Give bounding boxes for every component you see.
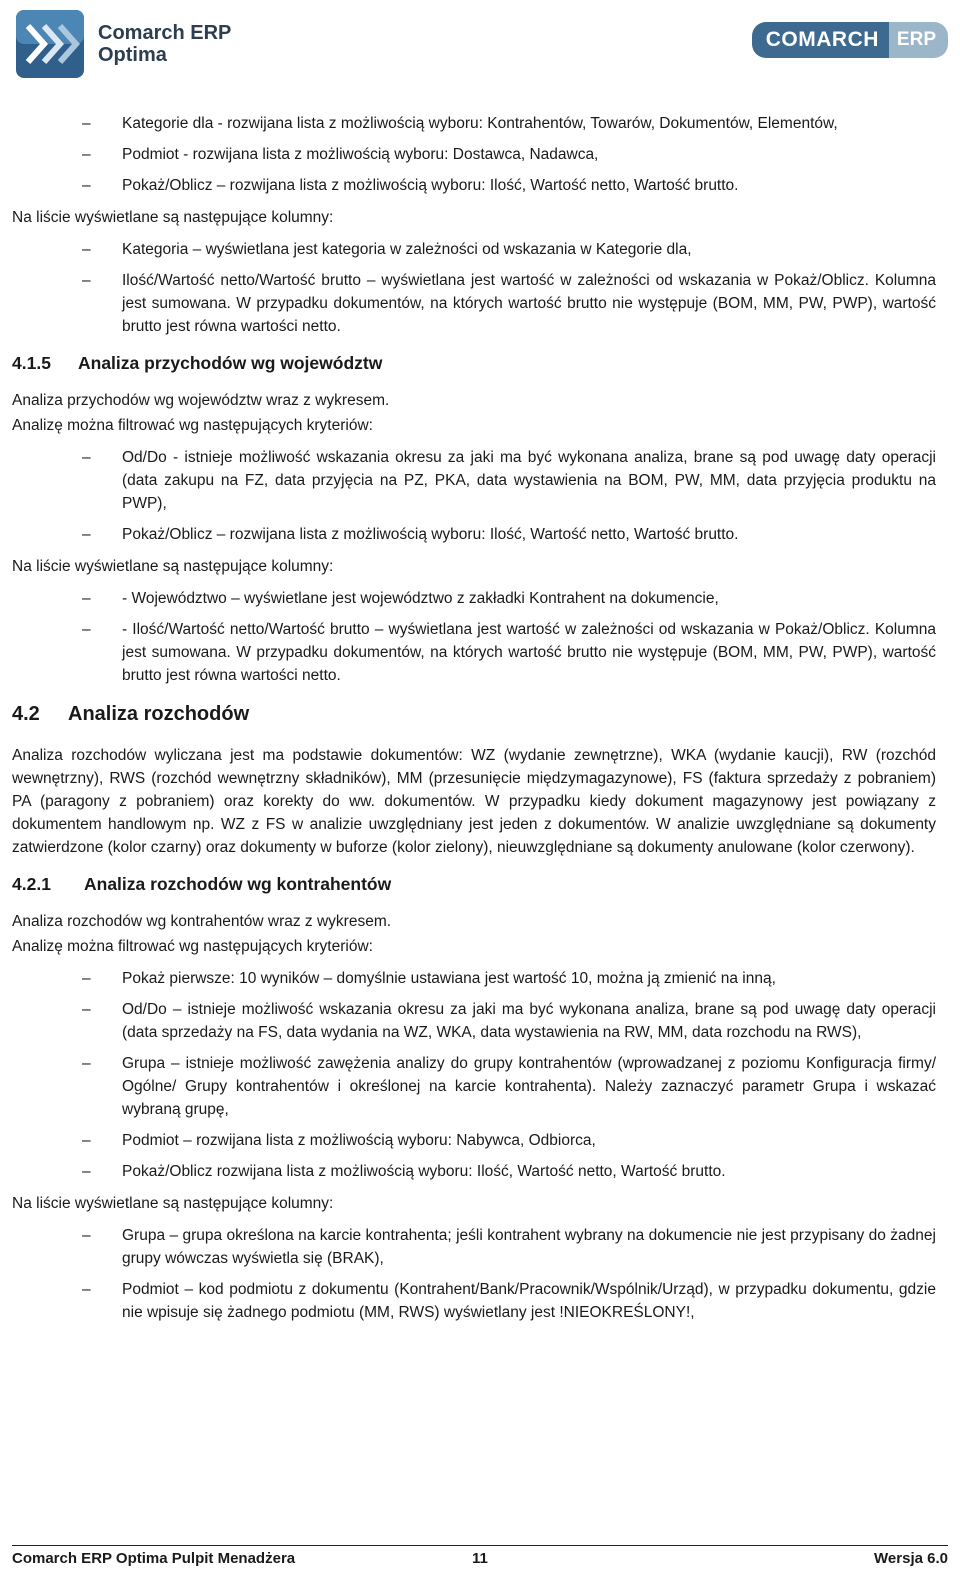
section-body: Analiza rozchodów wyliczana jest ma podstawie dokumentów: WZ (wydanie zewnętrzne), WKA (wydanie kaucji), RW (rozchód wewnętrzny), RWS (rozchód wewnętrzny składników), MM (przesunięcie międzymagazynowe), FS (faktura sprzedaży z pobraniem) PA (paragony z pobraniem) oraz korekty do ww. dokumentów. W przypadku kiedy dokument magazynowy jest powiązany z dokumentem handlowym np. WZ z FS w analizie uwzględniany jest jeden z dokumentów. W analizie uwzględniane są dokumenty zatwierdzone (kolor czarny) oraz dokumenty w buforze (kolor zielony), nieuwzględniane są dokumenty anulowane (kolor czerwony). (12, 747, 936, 856)
section-heading-4-1-5 (12, 352, 936, 375)
list-item: – Kategorie dla - rozwijana lista z możliwością wyboru: Kontrahentów, Towarów, Dokumentów, Elementów, (12, 112, 936, 135)
columns-list (12, 1224, 936, 1324)
list-item: – Kategoria – wyświetlana jest kategoria w zależności od wskazania w Kategorie dla, (12, 238, 936, 261)
section-number: 4.2 (12, 703, 40, 725)
columns-list (12, 238, 936, 338)
section-number: 4.2.1 (12, 874, 51, 894)
erp-wordmark: ERP (889, 22, 948, 58)
footer-title: Comarch ERP Optima Pulpit Menadżera (12, 1550, 296, 1567)
optima-logo-icon (14, 8, 86, 80)
version-label: Wersja 6.0 (874, 1550, 948, 1567)
comarch-wordmark: COMARCH (752, 22, 889, 58)
columns-list (12, 587, 936, 687)
comarch-erp-logo (752, 22, 948, 58)
filter-list (12, 446, 936, 546)
logo-line-1: Comarch ERP (98, 22, 232, 44)
page-footer (12, 1545, 948, 1571)
section-number: 4.1.5 (12, 353, 51, 373)
list-item: – Pokaż/Oblicz – rozwijana lista z możliwością wyboru: Ilość, Wartość netto, Wartość brutto. (12, 523, 936, 546)
filter-intro: Analizę można filtrować wg następujących kryteriów: (12, 417, 373, 434)
section-title: Analiza rozchodów wg kontrahentów (84, 874, 392, 894)
section-intro: Analiza rozchodów wg kontrahentów wraz z wykresem. (12, 913, 392, 930)
list-item: – Podmiot – kod podmiotu z dokumentu (Kontrahent/Bank/Pracownik/Wspólnik/Urząd), w przypadku dokumentu, gdzie nie wpisuje się żadnego podmiotu (MM, RWS) wyświetlany jest !NIEOKREŚLONY!, (12, 1278, 936, 1324)
logo-line-2: Optima (98, 44, 167, 66)
list-item: – Od/Do – istnieje możliwość wskazania okresu za jaki ma być wykonana analiza, brane są pod uwagę daty operacji (data sprzedaży na FS, data wydania na WZ, WKA, data wystawienia na RW, MM, data rozchodu na RWS), (12, 998, 936, 1044)
columns-intro: Na liście wyświetlane są następujące kolumny: (12, 558, 334, 575)
list-item: – Od/Do - istnieje możliwość wskazania okresu za jaki ma być wykonana analiza, brane są pod uwagę daty operacji (data zakupu na FZ, data przyjęcia na PZ, PKA, data wystawienia na BOM, PW, MM, data przyjęcia produktu na PWP), (12, 446, 936, 515)
document-body (12, 112, 936, 1333)
list-item: – Pokaż/Oblicz – rozwijana lista z możliwością wyboru: Ilość, Wartość netto, Wartość brutto. (12, 174, 936, 197)
filter-list (12, 967, 936, 1183)
page-number: 11 (472, 1550, 488, 1567)
list-item: – Grupa – grupa określona na karcie kontrahenta; jeśli kontrahent wybrany na dokumencie nie jest przypisany do żadnej grupy wówczas wyświetla się (BRAK), (12, 1224, 936, 1270)
comarch-erp-optima-logo (14, 8, 231, 80)
section-heading-4-2 (12, 703, 936, 726)
top-criteria-list (12, 112, 936, 197)
section-intro: Analiza przychodów wg województw wraz z wykresem. (12, 392, 390, 409)
filter-intro: Analizę można filtrować wg następujących kryteriów: (12, 938, 373, 955)
list-item: – Podmiot - rozwijana lista z możliwością wyboru: Dostawca, Nadawca, (12, 143, 936, 166)
section-title: Analiza przychodów wg województw (78, 353, 383, 373)
section-heading-4-2-1 (12, 873, 936, 896)
list-item: – Grupa – istnieje możliwość zawężenia analizy do grupy kontrahentów (wprowadzanej z poziomu Konfiguracja firmy/ Ogólne/ Grupy kontrahentów i określonej na karcie kontrahenta). Należy zaznaczyć parametr Grupa i wskazać wybraną grupę, (12, 1052, 936, 1121)
columns-intro: Na liście wyświetlane są następujące kolumny: (12, 209, 334, 226)
list-item: – Podmiot – rozwijana lista z możliwością wyboru: Nabywca, Odbiorca, (12, 1129, 936, 1152)
section-title: Analiza rozchodów (68, 703, 250, 725)
list-item: – - Województwo – wyświetlane jest województwo z zakładki Kontrahent na dokumencie, (12, 587, 936, 610)
list-item: – Ilość/Wartość netto/Wartość brutto – wyświetlana jest wartość w zależności od wskazania w Pokaż/Oblicz. Kolumna jest sumowana. W przypadku dokumentów, na których wartość brutto nie występuje (BOM, MM, PW, PWP), wartość brutto jest równa wartości netto. (12, 269, 936, 338)
columns-intro: Na liście wyświetlane są następujące kolumny: (12, 1195, 334, 1212)
list-item: – Pokaż pierwsze: 10 wyników – domyślnie ustawiana jest wartość 10, można ją zmienić na inną, (12, 967, 936, 990)
list-item: – Pokaż/Oblicz rozwijana lista z możliwością wyboru: Ilość, Wartość netto, Wartość brutto. (12, 1160, 936, 1183)
page-header (0, 0, 960, 90)
list-item: – - Ilość/Wartość netto/Wartość brutto – wyświetlana jest wartość w zależności od wskazania w Pokaż/Oblicz. Kolumna jest sumowana. W przypadku dokumentów, na których wartość brutto nie występuje (BOM, MM, PW, PWP), wartość brutto jest równa wartości netto. (12, 618, 936, 687)
